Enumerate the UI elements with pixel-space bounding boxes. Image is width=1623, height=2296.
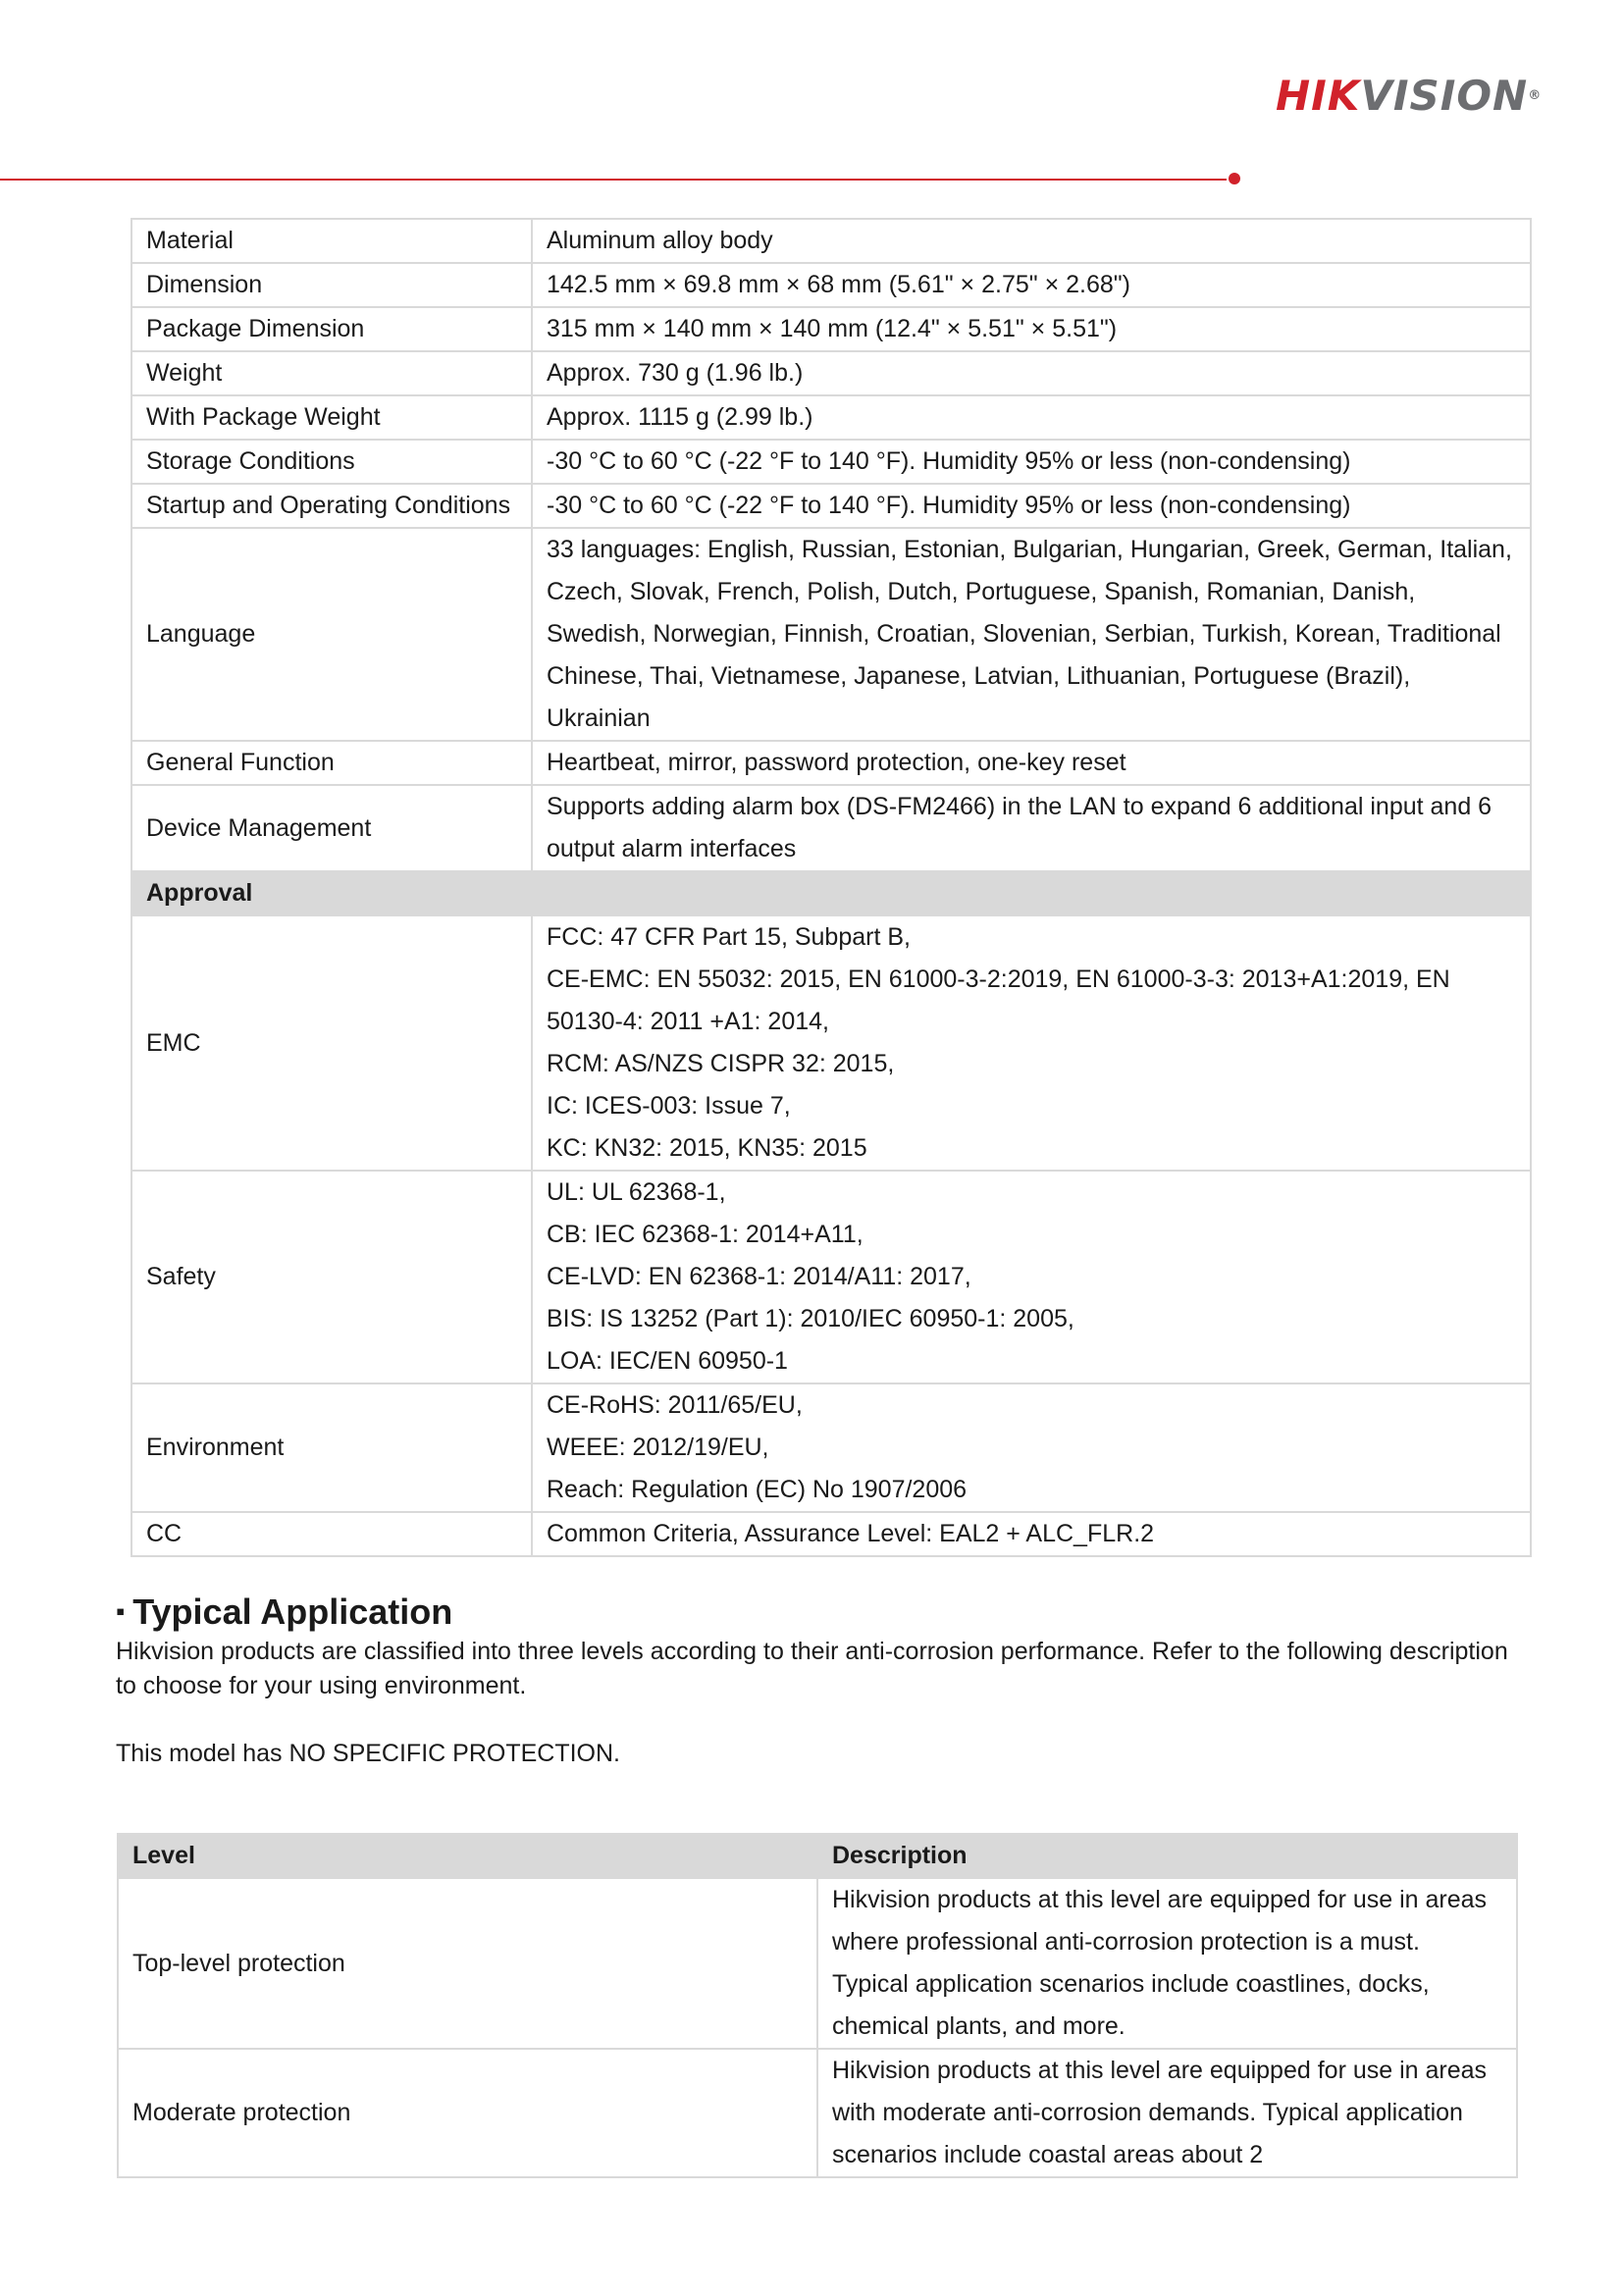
- column-header-description: Description: [817, 1834, 1517, 1878]
- table-row: [131, 219, 1531, 263]
- column-header-level: Level: [118, 1834, 817, 1878]
- spec-label: Material: [131, 219, 532, 263]
- spec-value: [532, 219, 1531, 263]
- section-heading: [116, 1588, 452, 1636]
- protection-level-table: [117, 1833, 1518, 2178]
- spec-value-line: -30 °C to 60 °C (-22 °F to 140 °F). Humidity 95% or less (non-condensing): [547, 492, 1351, 519]
- spec-value-line: 33 languages: English, Russian, Estonian, Bulgarian, Hungarian, Greek, German, Italian, Czech, Slovak, French, Polish, Dutch, Portuguese, Spanish, Romanian, Danish, Swedish, Norwegian, Finnish, Croatian, Slovenian, Serbian, Turkish, Korean, Traditional Chinese, Thai, Vietnamese, Japanese, Latvian, Lithuanian, Portuguese (Brazil), Ukrainian: [547, 536, 1512, 732]
- spec-value: [532, 351, 1531, 395]
- spec-table: [131, 218, 1532, 1557]
- spec-value-line: WEEE: 2012/19/EU,: [547, 1434, 769, 1461]
- spec-label: Startup and Operating Conditions: [131, 484, 532, 528]
- spec-value-line: FCC: 47 CFR Part 15, Subpart B,: [547, 923, 911, 951]
- section-bullet-icon: ▪: [116, 1596, 126, 1626]
- level-description: Hikvision products at this level are equipped for use in areas with moderate anti-corrosion demands. Typical application scenarios include coastal areas about 2: [817, 2049, 1517, 2177]
- spec-value: [532, 484, 1531, 528]
- spec-value-line: IC: ICES-003: Issue 7,: [547, 1092, 791, 1120]
- table-header-row: [118, 1834, 1517, 1878]
- spec-label: General Function: [131, 741, 532, 785]
- protection-level-table-body: [118, 1834, 1517, 2177]
- logo-hik-text: HIK: [1276, 72, 1361, 120]
- level-description: Hikvision products at this level are equipped for use in areas where professional anti-corrosion protection is a must. Typical application scenarios include coastlines, docks, chemical plants, and more.: [817, 1878, 1517, 2049]
- logo-vision-text: VISION: [1360, 72, 1529, 120]
- spec-value-line: 315 mm × 140 mm × 140 mm (12.4" × 5.51" × 5.51"): [547, 315, 1118, 342]
- spec-label: With Package Weight: [131, 395, 532, 440]
- spec-value: [532, 528, 1531, 741]
- intro-paragraph: Hikvision products are classified into three levels according to their anti-corrosion performance. Refer to the following description to choose for your using environment.: [116, 1638, 1508, 1699]
- section-band-row: [131, 871, 1531, 915]
- spec-value-line: Supports adding alarm box (DS-FM2466) in the LAN to expand 6 additional input and 6 output alarm interfaces: [547, 793, 1492, 862]
- spec-value: [532, 741, 1531, 785]
- spec-value-line: Aluminum alloy body: [547, 227, 773, 254]
- spec-value-line: CE-RoHS: 2011/65/EU,: [547, 1391, 803, 1419]
- table-row: [131, 1171, 1531, 1383]
- table-row: [131, 528, 1531, 741]
- spec-label: EMC: [131, 915, 532, 1171]
- table-row: [131, 351, 1531, 395]
- spec-label: Weight: [131, 351, 532, 395]
- spec-value: [532, 1512, 1531, 1556]
- spec-label: Language: [131, 528, 532, 741]
- spec-value-line: Approx. 730 g (1.96 lb.): [547, 359, 804, 387]
- spec-value-line: 142.5 mm × 69.8 mm × 68 mm (5.61" × 2.75" × 2.68"): [547, 271, 1130, 298]
- level-name: Moderate protection: [118, 2049, 817, 2177]
- protection-note: This model has NO SPECIFIC PROTECTION.: [116, 1740, 620, 1767]
- spec-value: [532, 785, 1531, 871]
- spec-value-line: Heartbeat, mirror, password protection, one-key reset: [547, 749, 1126, 776]
- table-row: [131, 915, 1531, 1171]
- spec-value-line: KC: KN32: 2015, KN35: 2015: [547, 1134, 867, 1162]
- spec-value-line: LOA: IEC/EN 60950-1: [547, 1347, 788, 1375]
- table-row: [131, 741, 1531, 785]
- header-divider-dot: [1229, 173, 1240, 184]
- table-row: [131, 484, 1531, 528]
- spec-label: Package Dimension: [131, 307, 532, 351]
- spec-value-line: CE-EMC: EN 55032: 2015, EN 61000-3-2:2019, EN 61000-3-3: 2013+A1:2019, EN 50130-4: 2011 +A1: 2014,: [547, 965, 1450, 1035]
- spec-value-line: Reach: Regulation (EC) No 1907/2006: [547, 1476, 968, 1503]
- table-row: [131, 785, 1531, 871]
- spec-label: CC: [131, 1512, 532, 1556]
- header-divider-line: [0, 179, 1227, 181]
- table-row: [131, 1383, 1531, 1512]
- table-row: [131, 395, 1531, 440]
- spec-value-line: UL: UL 62368-1,: [547, 1178, 726, 1206]
- spec-value-line: Common Criteria, Assurance Level: EAL2 + ALC_FLR.2: [547, 1520, 1155, 1547]
- level-name: Top-level protection: [118, 1878, 817, 2049]
- spec-value: [532, 915, 1531, 1171]
- table-row: [131, 1512, 1531, 1556]
- spec-value-line: BIS: IS 13252 (Part 1): 2010/IEC 60950-1: 2005,: [547, 1305, 1074, 1332]
- spec-label: Safety: [131, 1171, 532, 1383]
- logo-registered-mark: ®: [1528, 88, 1543, 103]
- spec-value-line: -30 °C to 60 °C (-22 °F to 140 °F). Humidity 95% or less (non-condensing): [547, 447, 1351, 475]
- spec-label: Dimension: [131, 263, 532, 307]
- spec-value-line: RCM: AS/NZS CISPR 32: 2015,: [547, 1050, 895, 1077]
- table-row: [131, 440, 1531, 484]
- spec-label: Environment: [131, 1383, 532, 1512]
- spec-value: [532, 307, 1531, 351]
- table-row: [118, 1878, 1517, 2049]
- table-row: [131, 263, 1531, 307]
- spec-label: Device Management: [131, 785, 532, 871]
- spec-value: [532, 440, 1531, 484]
- spec-value: [532, 1171, 1531, 1383]
- spec-value: [532, 263, 1531, 307]
- section-title-text: Typical Application: [132, 1592, 453, 1632]
- table-row: [118, 2049, 1517, 2177]
- spec-value-line: CB: IEC 62368-1: 2014+A11,: [547, 1221, 864, 1248]
- spec-value: [532, 1383, 1531, 1512]
- spec-value-line: CE-LVD: EN 62368-1: 2014/A11: 2017,: [547, 1263, 971, 1290]
- spec-value: [532, 395, 1531, 440]
- spec-value-line: Approx. 1115 g (2.99 lb.): [547, 403, 813, 431]
- section-band-label: Approval: [131, 871, 1531, 915]
- table-row: [131, 307, 1531, 351]
- spec-table-body: [131, 219, 1531, 1556]
- spec-label: Storage Conditions: [131, 440, 532, 484]
- hikvision-logo: [1276, 69, 1560, 124]
